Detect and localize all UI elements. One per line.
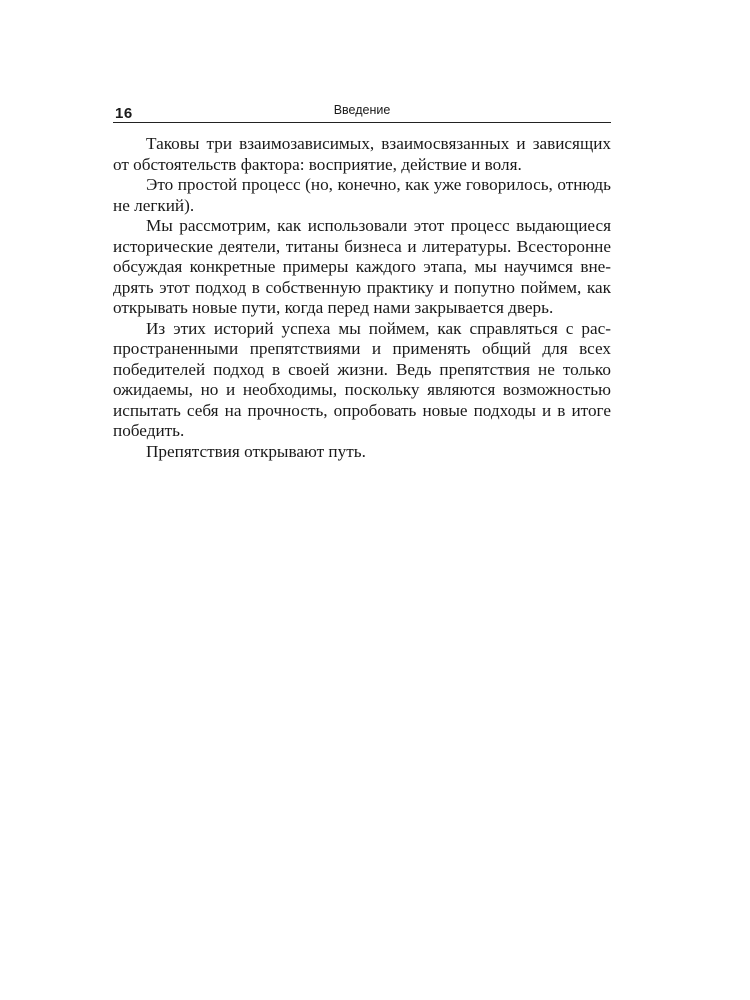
- body-text: [113, 134, 611, 462]
- paragraph-4: Из этих историй успеха мы поймем, как справляться с распространенными препятствиями и применять общий для всех победителей подход в своей жизни. Ведь препятствия не только ожидаемы, но и необходимы, поскольку являются возможностью испытать себя на прочность, опробовать новые подходы и в итоге победить.: [113, 318, 611, 440]
- page-number: 16: [115, 105, 133, 122]
- section-title: Введение: [333, 103, 391, 117]
- paragraph-5: Препятствия открывают путь.: [146, 441, 366, 461]
- paragraph-1: Таковы три взаимозависимых, взаимосвязанных и зависящих от обстоятельств фактора: восприятие, действие и воля.: [113, 134, 611, 174]
- running-head: [113, 100, 611, 123]
- paragraph-2: Это простой процесс (но, конечно, как уже говорилось, отнюдь не легкий).: [113, 175, 611, 215]
- paragraph-3: Мы рассмотрим, как использовали этот процесс выдающиеся исторические деятели, титаны бизнеса и литературы. Всесторонне обсуждая конкретные примеры каждого этапа, мы научимся внедрять этот подход в собственную практику и попутно поймем, как открывать новые пути, когда перед нами закрывается дверь.: [113, 216, 611, 317]
